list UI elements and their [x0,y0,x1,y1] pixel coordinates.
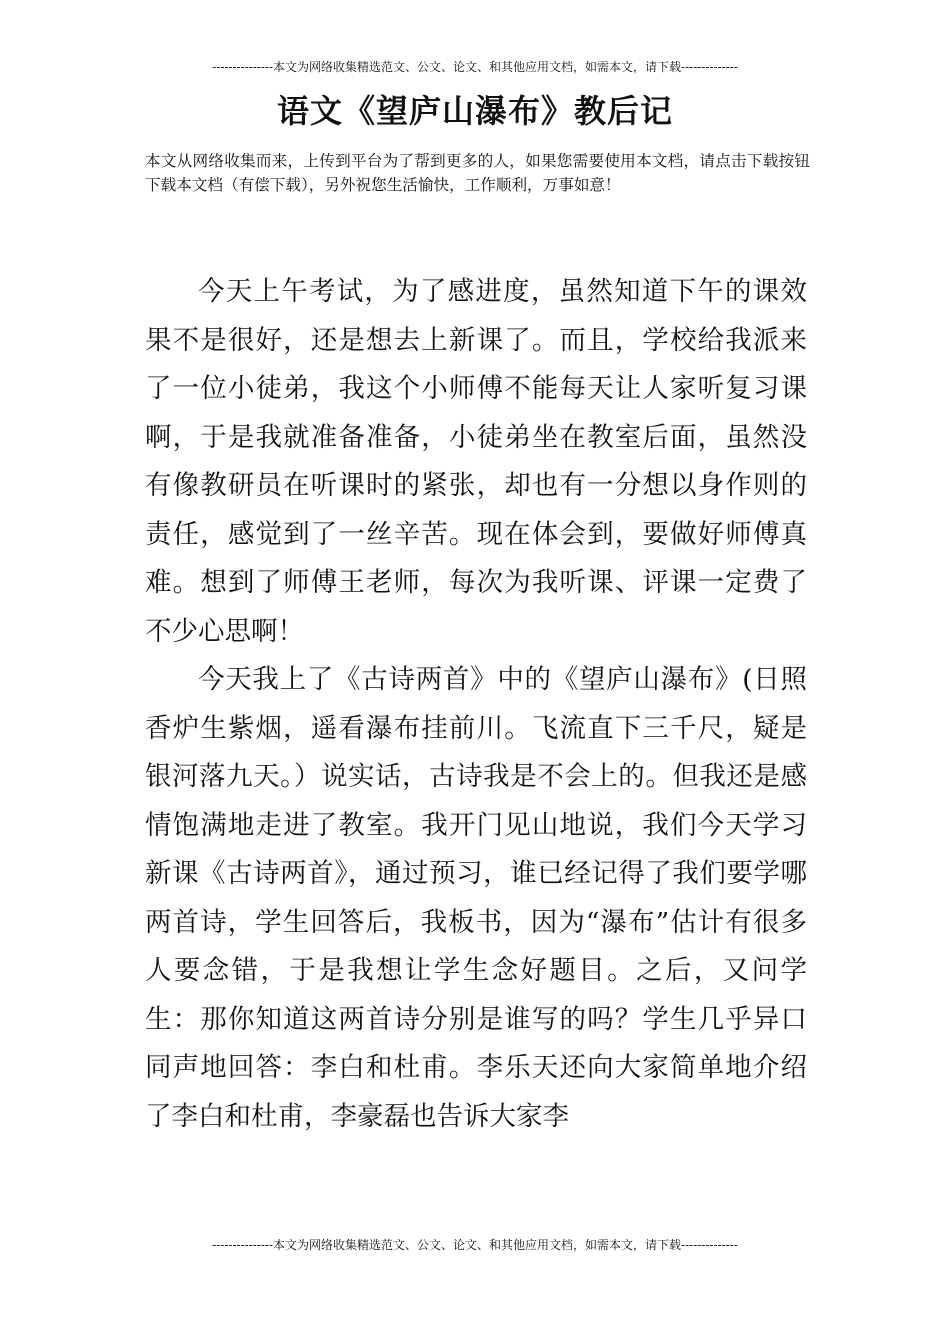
document-body [145,268,807,1141]
body-paragraph-2: 今天我上了《古诗两首》中的《望庐山瀑布》(日照香炉生紫烟，遥看瀑布挂前川。飞流直下三千尺，疑是银河落九天。）说实话，古诗我是不会上的。但我还是感情饱满地走进了教室。我开门见山地说，我们今天学习新课《古诗两首》，通过预习，谁已经记得了我们要学哪两首诗，学生回答后，我板书，因为“瀑布”估计有很多人要念错，于是我想让学生念好题目。之后，又问学生：那你知道这两首诗分别是谁写的吗？学生几乎异口同声地回答：李白和杜甫。李乐天还向大家简单地介绍了李白和杜甫，李豪磊也告诉大家李 [145,664,807,1132]
document-title: 语文《望庐山瀑布》教后记 [276,92,673,130]
header-note: ---------------本文为网络收集精选范文、公文、论文、和其他应用文档，如需本文，请下载-------------- [212,60,738,74]
footer-note: ---------------本文为网络收集精选范文、公文、论文、和其他应用文档，如需本文，请下载-------------- [212,1238,738,1252]
intro-notice: 本文从网络收集而来，上传到平台为了帮到更多的人，如果您需要使用本文档，请点击下载按钮下载本文档（有偿下载），另外祝您生活愉快，工作顺利，万事如意！ [145,152,810,194]
body-paragraph-1: 今天上午考试，为了感进度，虽然知道下午的课效果不是很好，还是想去上新课了。而且，学校给我派来了一位小徒弟，我这个小师傅不能每天让人家听复习课啊，于是我就准备准备，小徒弟坐在教室后面，虽然没有像教研员在听课时的紧张，却也有一分想以身作则的责任，感觉到了一丝辛苦。现在体会到，要做好师傅真难。想到了师傅王老师，每次为我听课、评课一定费了不少心思啊！ [145,276,807,647]
